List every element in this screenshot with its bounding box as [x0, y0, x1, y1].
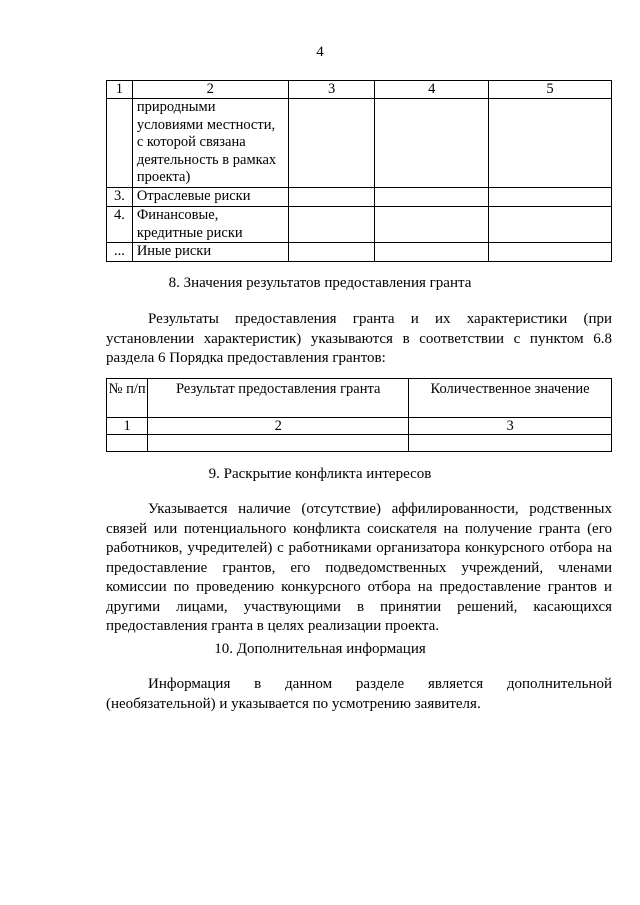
empty-cell — [489, 207, 612, 243]
column-number-3: 3 — [409, 418, 612, 435]
empty-cell — [375, 188, 489, 207]
section-9-heading: 9. Раскрытие конфликта интересов — [208, 466, 432, 482]
empty-cell — [375, 243, 489, 262]
table-row — [107, 435, 612, 452]
empty-cell — [489, 188, 612, 207]
section-10-paragraph: Информация в данном разделе является дополнительной (необязательной) и указывается по усмотрению заявителя. — [106, 676, 612, 712]
row-number: ... — [107, 243, 133, 262]
header-quantity: Количественное значение — [409, 379, 612, 418]
table-header-row — [107, 379, 612, 418]
empty-cell — [288, 99, 375, 188]
row-number — [107, 99, 133, 188]
section-8-paragraph: Результаты предоставления гранта и их характеристики (при установлении характеристик) указываются в соответствии с пунктом 6.8 раздела 6 Порядка предоставления грантов: — [106, 311, 612, 366]
empty-cell — [288, 207, 375, 243]
column-number-2: 2 — [148, 418, 409, 435]
risk-description: Иные риски — [132, 243, 288, 262]
column-number-1: 1 — [107, 418, 148, 435]
table-row — [107, 99, 612, 188]
risk-description: Финансовые, кредитные риски — [132, 207, 288, 243]
table-row — [107, 207, 612, 243]
empty-cell — [489, 243, 612, 262]
column-number-2: 2 — [132, 81, 288, 99]
section-8-heading: 8. Значения результатов предоставления гранта — [168, 275, 472, 291]
empty-cell — [375, 99, 489, 188]
table-row — [107, 243, 612, 262]
risk-table — [106, 80, 612, 262]
table-header-row — [107, 81, 612, 99]
empty-cell — [375, 207, 489, 243]
row-number: 4. — [107, 207, 133, 243]
section-10-heading: 10. Дополнительная информация — [214, 641, 426, 657]
column-number-3: 3 — [288, 81, 375, 99]
empty-cell — [148, 435, 409, 452]
table-row — [107, 188, 612, 207]
column-number-5: 5 — [489, 81, 612, 99]
section-9-paragraph: Указывается наличие (отсутствие) аффилированности, родственных связей или потенциального конфликта соискателя на получение гранта (его работников, учредителей) с работниками организатора конкурсного отбора на предоставление грантов, его подведомственных учреждений, членами комиссии по проведению конкурсного отбора на предоставление грантов и другими лицами, участвующими в принятии решений, касающихся предоставления гранта в целях реализации проекта. — [106, 501, 612, 634]
risk-description: природными условиями местности, с которой связана деятельность в рамках проекта) — [132, 99, 288, 188]
risk-description: Отраслевые риски — [132, 188, 288, 207]
header-result: Результат предоставления гранта — [148, 379, 409, 418]
empty-cell — [288, 188, 375, 207]
row-number: 3. — [107, 188, 133, 207]
header-row-number: № п/п — [107, 379, 148, 418]
empty-cell — [107, 435, 148, 452]
table-row — [107, 418, 612, 435]
empty-cell — [409, 435, 612, 452]
empty-cell — [489, 99, 612, 188]
page-number: 4 — [316, 44, 324, 60]
empty-cell — [288, 243, 375, 262]
column-number-1: 1 — [107, 81, 133, 99]
column-number-4: 4 — [375, 81, 489, 99]
results-table — [106, 378, 612, 452]
